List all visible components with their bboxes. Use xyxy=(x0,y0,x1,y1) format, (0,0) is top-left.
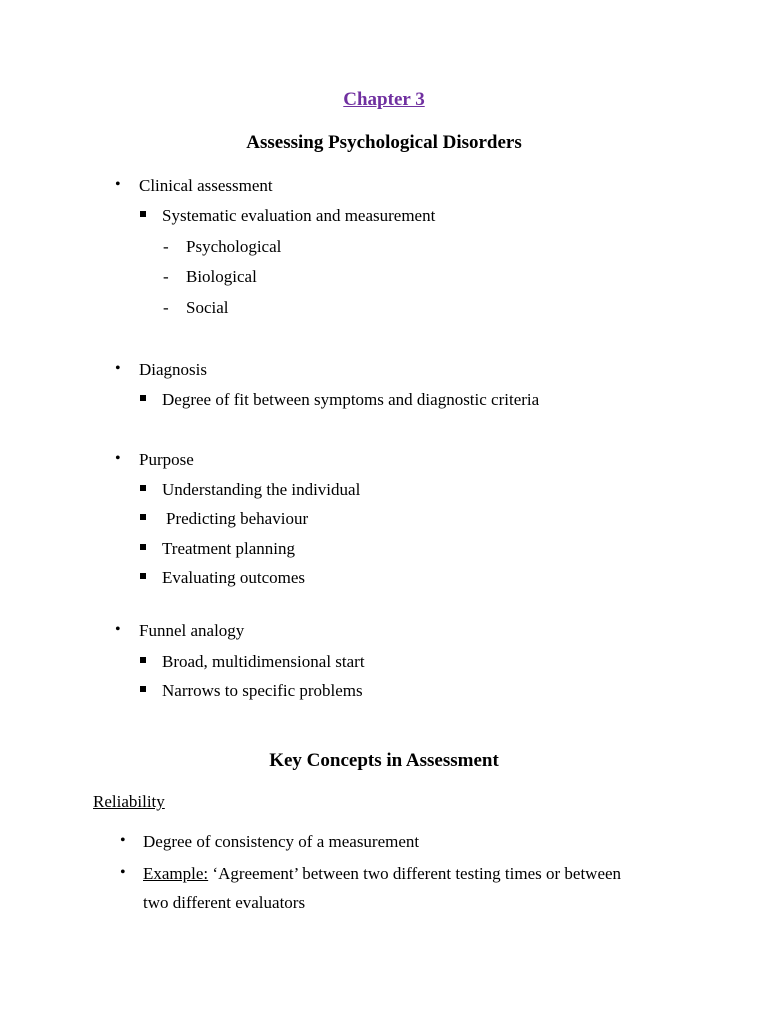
list-item-example xyxy=(143,865,621,882)
square-bullet xyxy=(140,211,146,217)
list-item-purpose: Purpose xyxy=(139,450,194,469)
bullet-dot: • xyxy=(120,832,126,849)
sub-item-systematic-evaluation: Systematic evaluation and measurement xyxy=(162,206,436,225)
dash-bullet: - xyxy=(163,298,169,317)
example-text: ‘Agreement’ between two different testing times or between xyxy=(208,864,622,883)
example-text-continued: two different evaluators xyxy=(143,893,306,912)
sub-item: Evaluating outcomes xyxy=(162,568,306,587)
sub-item: Broad, multidimensional start xyxy=(162,652,365,671)
bullet-dot: • xyxy=(120,864,126,881)
sub-sub-item: Social xyxy=(186,298,229,317)
dash-bullet: - xyxy=(163,237,169,256)
sub-item: Understanding the individual xyxy=(162,480,361,499)
square-bullet xyxy=(140,686,146,692)
square-bullet xyxy=(140,485,146,491)
page-title: Assessing Psychological Disorders xyxy=(246,132,522,153)
dash-bullet: - xyxy=(163,267,169,286)
bullet-dot: • xyxy=(115,176,121,193)
sub-sub-item: Biological xyxy=(186,267,257,286)
chapter-label[interactable]: Chapter 3 xyxy=(343,89,425,110)
square-bullet xyxy=(140,657,146,663)
list-item-diagnosis: Diagnosis xyxy=(139,360,207,379)
square-bullet xyxy=(140,395,146,401)
sub-item-degree-of-fit: Degree of fit between symptoms and diagnostic criteria xyxy=(162,390,540,409)
example-label: Example: xyxy=(143,864,209,883)
subheading-reliability: Reliability xyxy=(93,792,165,811)
sub-item: Treatment planning xyxy=(162,539,295,558)
list-item-consistency: Degree of consistency of a measurement xyxy=(143,832,420,851)
sub-item: Predicting behaviour xyxy=(166,509,309,528)
square-bullet xyxy=(140,573,146,579)
sub-sub-item: Psychological xyxy=(186,237,282,256)
list-item-funnel-analogy: Funnel analogy xyxy=(139,621,245,640)
bullet-dot: • xyxy=(115,450,121,467)
section-heading-key-concepts: Key Concepts in Assessment xyxy=(269,750,499,771)
square-bullet xyxy=(140,544,146,550)
bullet-dot: • xyxy=(115,621,121,638)
square-bullet xyxy=(140,514,146,520)
sub-item: Narrows to specific problems xyxy=(162,681,363,700)
list-item-clinical-assessment: Clinical assessment xyxy=(139,176,273,195)
bullet-dot: • xyxy=(115,360,121,377)
